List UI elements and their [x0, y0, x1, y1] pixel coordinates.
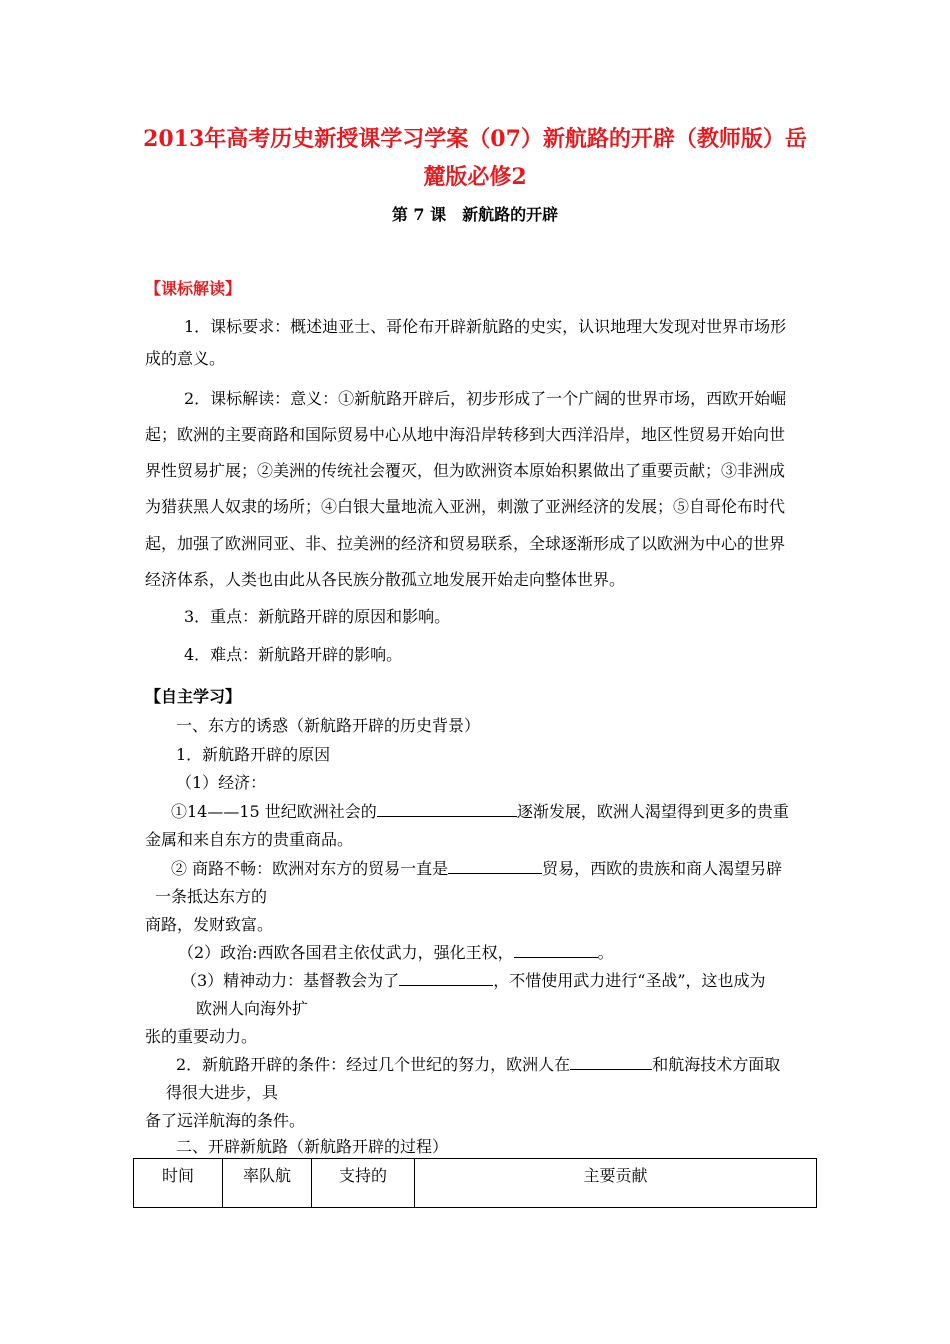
spirit-line-2: 欧洲人向海外扩 [196, 999, 309, 1018]
curriculum-item-2-line-1: 2．课标解读：意义：①新航路开辟后，初步形成了一个广阔的世界市场，西欧开始崛 [184, 389, 787, 408]
economy-item-2-line-3: 商路，发财致富。 [145, 915, 274, 934]
voyages-table [133, 1158, 817, 1208]
table-header-time: 时间 [134, 1159, 223, 1208]
economy-item-1-text-b: 逐渐发展，欧洲人渴望得到更多的贵重 [516, 802, 789, 821]
economy-item-1-line-1 [171, 799, 789, 822]
conditions-text-b: 和航海技术方面取 [652, 1055, 781, 1074]
conditions-line-2: 得很大进步，具 [166, 1083, 279, 1102]
fill-blank-4[interactable] [399, 971, 493, 986]
title-line-1: 2013年高考历史新授课学习学案（07）新航路的开辟（教师版）岳 [143, 126, 807, 152]
economy-item-2-line-2: 一条抵达东方的 [155, 887, 268, 906]
lesson-subtitle: 第 7 课 新航路的开辟 [391, 205, 559, 224]
economy-item-2-text-a: ② 商路不畅：欧洲对东方的贸易一直是 [171, 859, 449, 878]
section-heading-curriculum: 【课标解读】 [145, 279, 242, 298]
title-line-2: 麓版必修2 [423, 164, 527, 190]
fill-blank-2[interactable] [448, 859, 542, 874]
conditions-line-1 [176, 1052, 780, 1075]
spirit-line-3: 张的重要动力。 [145, 1027, 258, 1046]
curriculum-item-2-line-6: 经济体系，人类也由此从各民族分散孤立地发展开始走向整体世界。 [145, 570, 626, 589]
spirit-text-a: （3）精神动力：基督教会为了 [181, 971, 400, 990]
politics-text-b: 。 [597, 943, 614, 962]
curriculum-item-2-line-4: 为猎获黑人奴隶的场所；④白银大量地流入亚洲，刺激了亚洲经济的发展；⑤自哥伦布时代 [145, 497, 786, 516]
curriculum-item-1-line-2: 成的意义。 [145, 349, 226, 368]
fill-blank-5[interactable] [570, 1055, 652, 1070]
economy-item-1-line-2: 金属和来自东方的贵重商品。 [145, 830, 354, 849]
section-heading-self-study: 【自主学习】 [145, 687, 242, 706]
economy-item-1-text-a: ①14——15 世纪欧洲社会的 [171, 802, 377, 821]
politics-line [178, 940, 614, 963]
part-1-heading: 一、东方的诱惑（新航路开辟的历史背景） [176, 716, 481, 735]
document-title [100, 120, 850, 196]
economy-heading: （1）经济： [176, 773, 267, 792]
part-2-heading: 二、开辟新航路（新航路开辟的过程） [176, 1137, 449, 1156]
curriculum-item-4: 4．难点：新航路开辟的影响。 [184, 645, 403, 664]
conditions-line-3: 备了远洋航海的条件。 [145, 1111, 306, 1130]
economy-item-2-line-1 [171, 856, 782, 879]
reasons-heading: 1．新航路开辟的原因 [176, 745, 331, 764]
spirit-text-b: ，不惜使用武力进行“圣战”，这也成为 [493, 971, 766, 990]
table-header-contribution: 主要贡献 [415, 1159, 817, 1208]
table-header-leader: 率队航 [223, 1159, 312, 1208]
table-header-sponsor: 支持的 [312, 1159, 415, 1208]
fill-blank-1[interactable] [377, 802, 517, 817]
politics-text-a: （2）政治:西欧各国君主依仗武力，强化王权， [178, 943, 514, 962]
table-header-row [134, 1159, 817, 1208]
curriculum-item-1-line-1: 1．课标要求：概述迪亚士、哥伦布开辟新航路的史实，认识地理大发现对世界市场形 [184, 317, 787, 336]
conditions-text-a: 2．新航路开辟的条件：经过几个世纪的努力，欧洲人在 [176, 1055, 571, 1074]
spirit-line-1 [181, 968, 766, 991]
fill-blank-3[interactable] [514, 943, 598, 958]
curriculum-item-2-line-3: 界性贸易扩展；②美洲的传统社会覆灭，但为欧洲资本原始积累做出了重要贡献；③非洲成 [145, 461, 786, 480]
curriculum-item-2-line-2: 起；欧洲的主要商路和国际贸易中心从地中海沿岸转移到大西洋沿岸，地区性贸易开始向世 [145, 425, 786, 444]
economy-item-2-text-b: 贸易，西欧的贵族和商人渴望另辟 [542, 859, 783, 878]
curriculum-item-3: 3．重点：新航路开辟的原因和影响。 [184, 607, 451, 626]
curriculum-item-2-line-5: 起，加强了欧洲同亚、非、拉美洲的经济和贸易联系，全球逐渐形成了以欧洲为中心的世界 [145, 534, 786, 553]
